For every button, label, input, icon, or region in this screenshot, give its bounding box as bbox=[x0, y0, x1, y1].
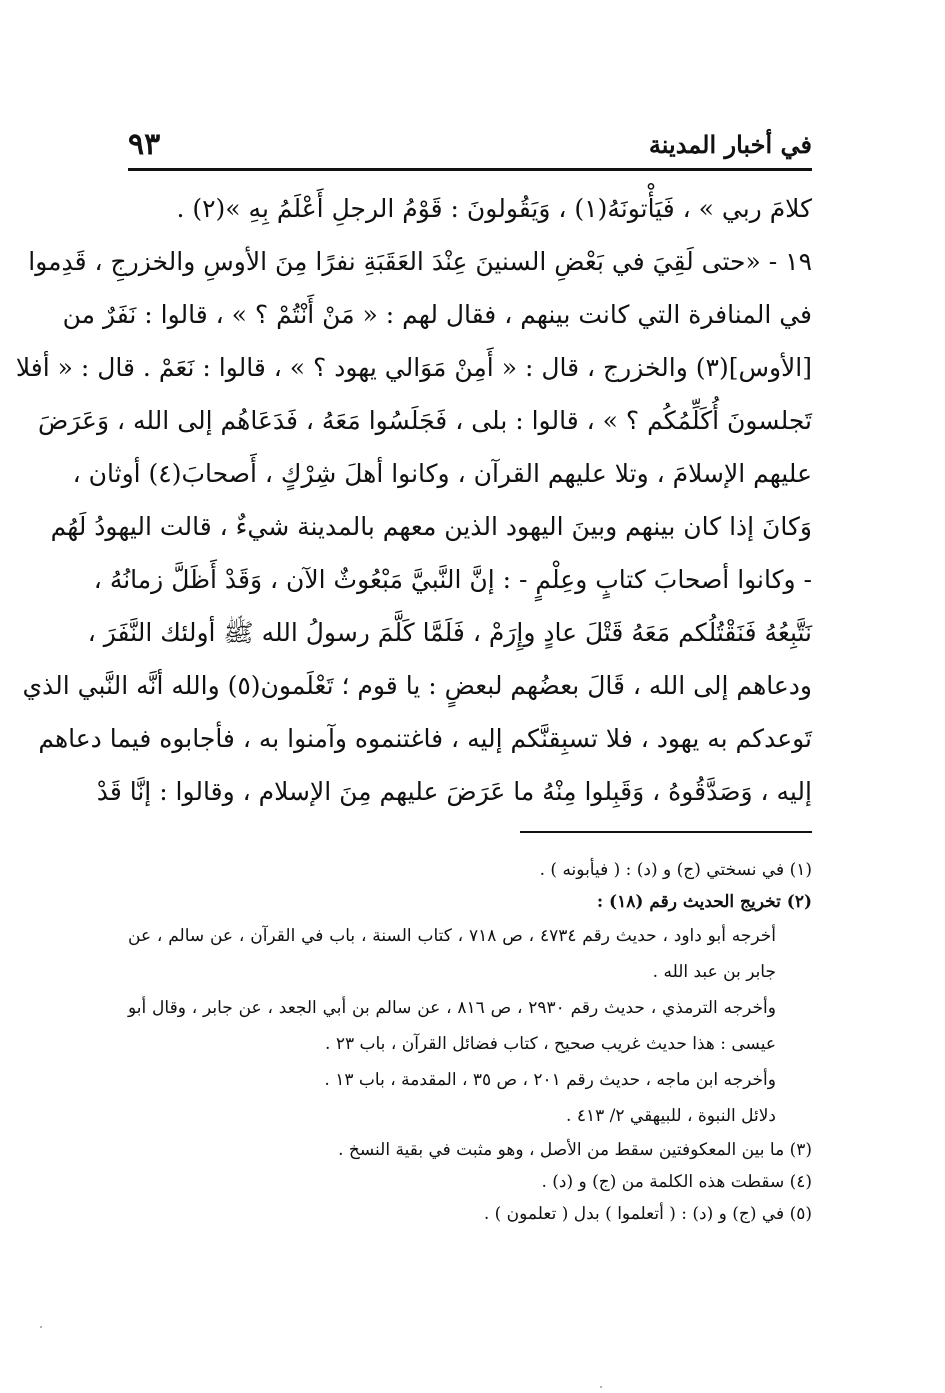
footnote-2-line: وأخرجه ابن ماجه ، حديث رقم ٢٠١ ، ص ٣٥ ، المقدمة ، باب ١٣ . bbox=[324, 1070, 776, 1090]
footnote-5: (٥) في (ج) و (د) : ( أتعلموا ) بدل ( تعلمون ) . bbox=[483, 1204, 812, 1224]
text-line: عليهم الإسلامَ ، وتلا عليهم القرآن ، وكانوا أهلَ شِرْكٍ ، أَصحابَ(٤) أوثان ، bbox=[72, 459, 812, 488]
text-line: ١٩ - «حتى لَقِيَ في بَعْضِ السنينَ عِنْدَ العَقَبَةِ نفرًا مِنَ الأوسِ والخزرجِ ، قَدِموا bbox=[28, 247, 812, 276]
text-line: نَتَّبِعُهُ فَنَقْتُلُكم مَعَهُ قَتْلَ عادٍ وإِرَمْ ، فَلَمَّا كَلَّمَ رسولُ الله ﷺ أولئك النَّفَرَ ، bbox=[87, 618, 812, 647]
footnote-2-line: جابر بن عبد الله . bbox=[652, 962, 776, 982]
main-text bbox=[15, 182, 812, 818]
text-line: ودعاهم إلى الله ، قَالَ بعضُهم لبعضٍ : يا قوم ؛ تَعْلَمون(٥) والله أنَّه النَّبي الذي bbox=[22, 671, 812, 700]
text-line: في المنافرة التي كانت بينهم ، فقال لهم : « مَنْ أَنْتُمْ ؟ » ، قالوا : نَفَرٌ من bbox=[62, 300, 812, 329]
footnote-4: (٤) سقطت هذه الكلمة من (ج) و (د) . bbox=[541, 1172, 812, 1192]
footnote-2-line: أخرجه أبو داود ، حديث رقم ٤٧٣٤ ، ص ٧١٨ ، كتاب السنة ، باب في القرآن ، عن سالم ، عن bbox=[128, 926, 776, 946]
footnote-separator bbox=[520, 831, 812, 833]
footnote-2: (٢) تخريج الحديث رقم (١٨) : bbox=[596, 892, 812, 912]
text-line: - وكانوا أصحابَ كتابٍ وعِلْمٍ - : إنَّ النَّبيَّ مَبْعُوثٌ الآن ، وَقَدْ أَظَلَّ زمانُهُ ، bbox=[93, 565, 812, 594]
text-line: تَوعدكم به يهود ، فلا تسبِقنَّكم إليه ، فاغتنموه وآمنوا به ، فأجابوه فيما دعاهم bbox=[38, 724, 812, 753]
text-line: وَكانَ إذا كان بينهم وبينَ اليهود الذين معهم بالمدينة شيءٌ ، قالت اليهودُ لَهُم bbox=[50, 512, 812, 541]
scan-speck bbox=[600, 1386, 602, 1388]
text-line: إليه ، وَصَدَّقُوهُ ، وَقَبِلوا مِنْهُ ما عَرَضَ عليهم مِنَ الإسلام ، وقالوا : إنَّا قَدْ bbox=[96, 777, 812, 806]
footnote-2-line: وأخرجه الترمذي ، حديث رقم ٢٩٣٠ ، ص ٨١٦ ، عن سالم بن أبي الجعد ، عن جابر ، وقال أبو bbox=[128, 998, 776, 1018]
footnote-3: (٣) ما بين المعكوفتين سقط من الأصل ، وهو مثبت في بقية النسخ . bbox=[338, 1140, 812, 1160]
page-number: ٩٣ bbox=[128, 127, 161, 162]
text-line: [الأوس](٣) والخزرج ، قال : « أَمِنْ مَوَالي يهود ؟ » ، قالوا : نَعَمْ . قال : « أفلا bbox=[15, 353, 812, 382]
footnote-2-line: عيسى : هذا حديث غريب صحيح ، كتاب فضائل القرآن ، باب ٢٣ . bbox=[325, 1034, 776, 1054]
text-line: كلامَ ربي » ، فَيَأْتونَهُ(١) ، وَيَقُولونَ : قَوْمُ الرجلِ أَعْلَمُ بِهِ »(٢) . bbox=[176, 194, 812, 223]
running-title: في أخبار المدينة bbox=[648, 130, 812, 159]
footnote-1: (١) في نسختي (ج) و (د) : ( فيأبونه ) . bbox=[539, 860, 812, 880]
footnotes bbox=[128, 854, 812, 1230]
footnote-2-line: دلائل النبوة ، للبيهقي ٢/ ٤١٣ . bbox=[566, 1106, 776, 1126]
page-header bbox=[128, 128, 812, 162]
scan-speck bbox=[40, 1326, 42, 1328]
text-line: تَجلسونَ أُكَلِّمُكُم ؟ » ، قالوا : بلى ، فَجَلَسُوا مَعَهُ ، فَدَعَاهُم إلى الله ، وَعَرَضَ bbox=[38, 406, 812, 435]
header-rule bbox=[128, 168, 812, 171]
